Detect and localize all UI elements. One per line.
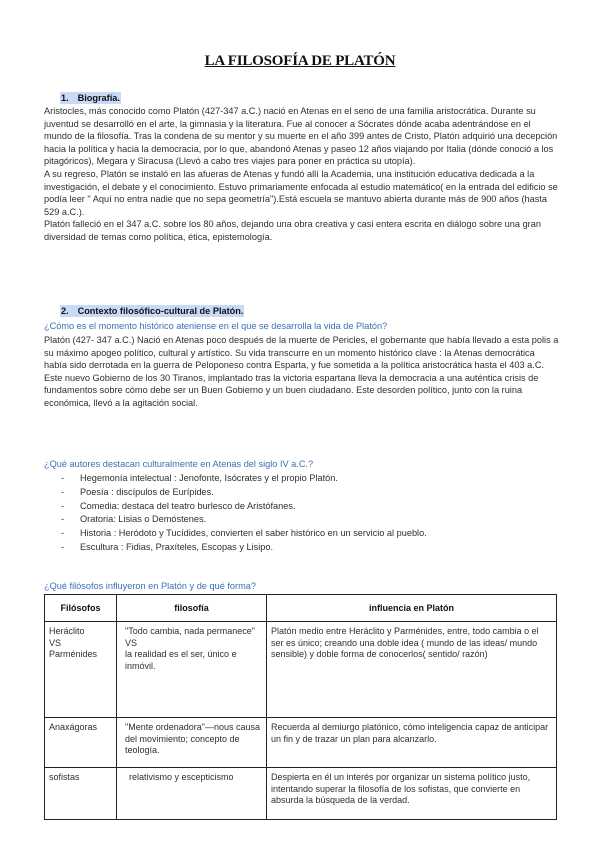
cell-philosopher: sofistas (45, 768, 117, 820)
list-item: - Escultura : Fidias, Praxíteles, Escopas y Lisipo. (60, 541, 427, 555)
list-item: - Oratoria: Lisias o Demóstenes. (60, 513, 427, 527)
paragraph: Aristocles, más conocido como Platón (427-347 a.C.) nació en Atenas en el seno de una familia aristocrática. Durante su juventud se desarrolló en el arte, la gimnasia y la literatura. Fue al conocer a Sócrates dónde acaba adentrándose en el mundo de la filosofía. Tras la condena de su mentor y su muerte en el año 399 antes de Cristo, Platón adquirió una decepción hacia la política y hacia la democracia, por lo que, abandonó Atenas y paseo 12 años viajando por Italia (dónde conoció a los pitagóricos), Megara y Siracusa (Llevó a cabo tres viajes para poner en práctica su utopía). (44, 106, 558, 167)
section-title: Contexto filosófico-cultural de Platón. (77, 306, 244, 316)
section-number: 1. (61, 93, 69, 103)
header-filosofia: filosofía (117, 595, 267, 622)
document-title: LA FILOSOFÍA DE PLATÓN (204, 53, 396, 69)
section-heading-contexto (60, 305, 244, 317)
cell-influence: Recuerda al demiurgo platónico, cómo inteligencia capaz de anticipar un fin y de trazar un plan para alcanzarlo. (267, 718, 557, 768)
table-row (45, 718, 557, 768)
paragraph: Platón (427- 347 a.C.) Nació en Atenas poco después de la muerte de Pericles, el gobernante que había llevado a esta polis a su máximo apogeo político, cultural y artístico. Su vida transcurre en un momento histórico clave : la Atenas democrática había sido derrotada en la guerra de Peloponeso contra Esparta, y fue sometida a la política aristocrática hasta el 403 a.C. Este nuevo Gobierno de los 30 Tiranos, implantado tras la victoria espartana lleva la democracia a una auténtica crisis de fundamentos sobre cómo debe ser un Buen Gobierno y un buen ciudadano. Este desorden político, junto con la ruina económica, llevó a la agitación social. (44, 335, 559, 408)
philosophers-table (44, 594, 557, 820)
historical-context-text (44, 334, 560, 410)
cell-philosophy: "Mente ordenadora"—nous causa del movimiento; concepto de teología. (117, 718, 267, 768)
biografia-text (44, 105, 560, 244)
section-title: Biografía. (77, 93, 120, 103)
table-row (45, 768, 557, 820)
list-item: - Poesía : discípulos de Eurípides. (60, 486, 427, 500)
question-influences: ¿Qué filósofos influyeron en Platón y de qué forma? (44, 581, 256, 591)
cell-influence: Despierta en él un interés por organizar un sistema político justo, intentando superar la filosofía de los sofistas, que convierte en absurda la búsqueda de la verdad. (267, 768, 557, 820)
list-item: - Comedia: destaca del teatro burlesco de Aristófanes. (60, 500, 427, 514)
cell-philosophy: relativismo y escepticismo (117, 768, 267, 820)
table-row (45, 622, 557, 718)
cell-philosophy: "Todo cambia, nada permanece" VS la realidad es el ser, único e inmóvil. (117, 622, 267, 718)
paragraph: Platón falleció en el 347 a.C. sobre los 80 años, dejando una obra creativa y casi entera escrita en diálogo sobre una gran diversidad de temas como política, ética, epistemología. (44, 219, 541, 242)
cell-philosopher: Heráclito VS Parménides (45, 622, 117, 718)
section-number: 2. (61, 306, 69, 316)
authors-list (60, 472, 427, 555)
question-historical-moment: ¿Cómo es el momento histórico ateniense en el que se desarrolla la vida de Platón? (44, 321, 388, 331)
list-item: - Historia : Heródoto y Tucídides, convierten el saber histórico en un servicio al pueblo. (60, 527, 427, 541)
paragraph: A su regreso, Platón se instaló en las afueras de Atenas y fundó allí la Academia, una institución educativa dedicada a la investigación, el debate y el conocimiento. Estuvo primariamente enfocada al estudio matemático( en la entrada del edificio se podía leer " Aquí no entra nadie que no sepa geometría").Está escuela se mantuvo abierta durante más de 900 años (hasta 529 a.C.). (44, 168, 558, 217)
list-item: - Hegemonía intelectual : Jenofonte, Isócrates y el propio Platón. (60, 472, 427, 486)
question-cultural-authors: ¿Qué autores destacan culturalmente en Atenas del siglo IV a.C.? (44, 459, 314, 469)
header-filosofos: Filósofos (45, 595, 117, 622)
table-header-row (45, 595, 557, 622)
cell-influence: Platón medio entre Heráclito y Parménides, entre, todo cambia o el ser es único; creando una doble idea ( mundo de las ideas/ mundo sensible) y doble forma de conocerlos( sentido/ razón) (267, 622, 557, 718)
cell-philosopher: Anaxágoras (45, 718, 117, 768)
header-influencia: influencia en Platón (267, 595, 557, 622)
section-heading-biografia (60, 92, 121, 104)
